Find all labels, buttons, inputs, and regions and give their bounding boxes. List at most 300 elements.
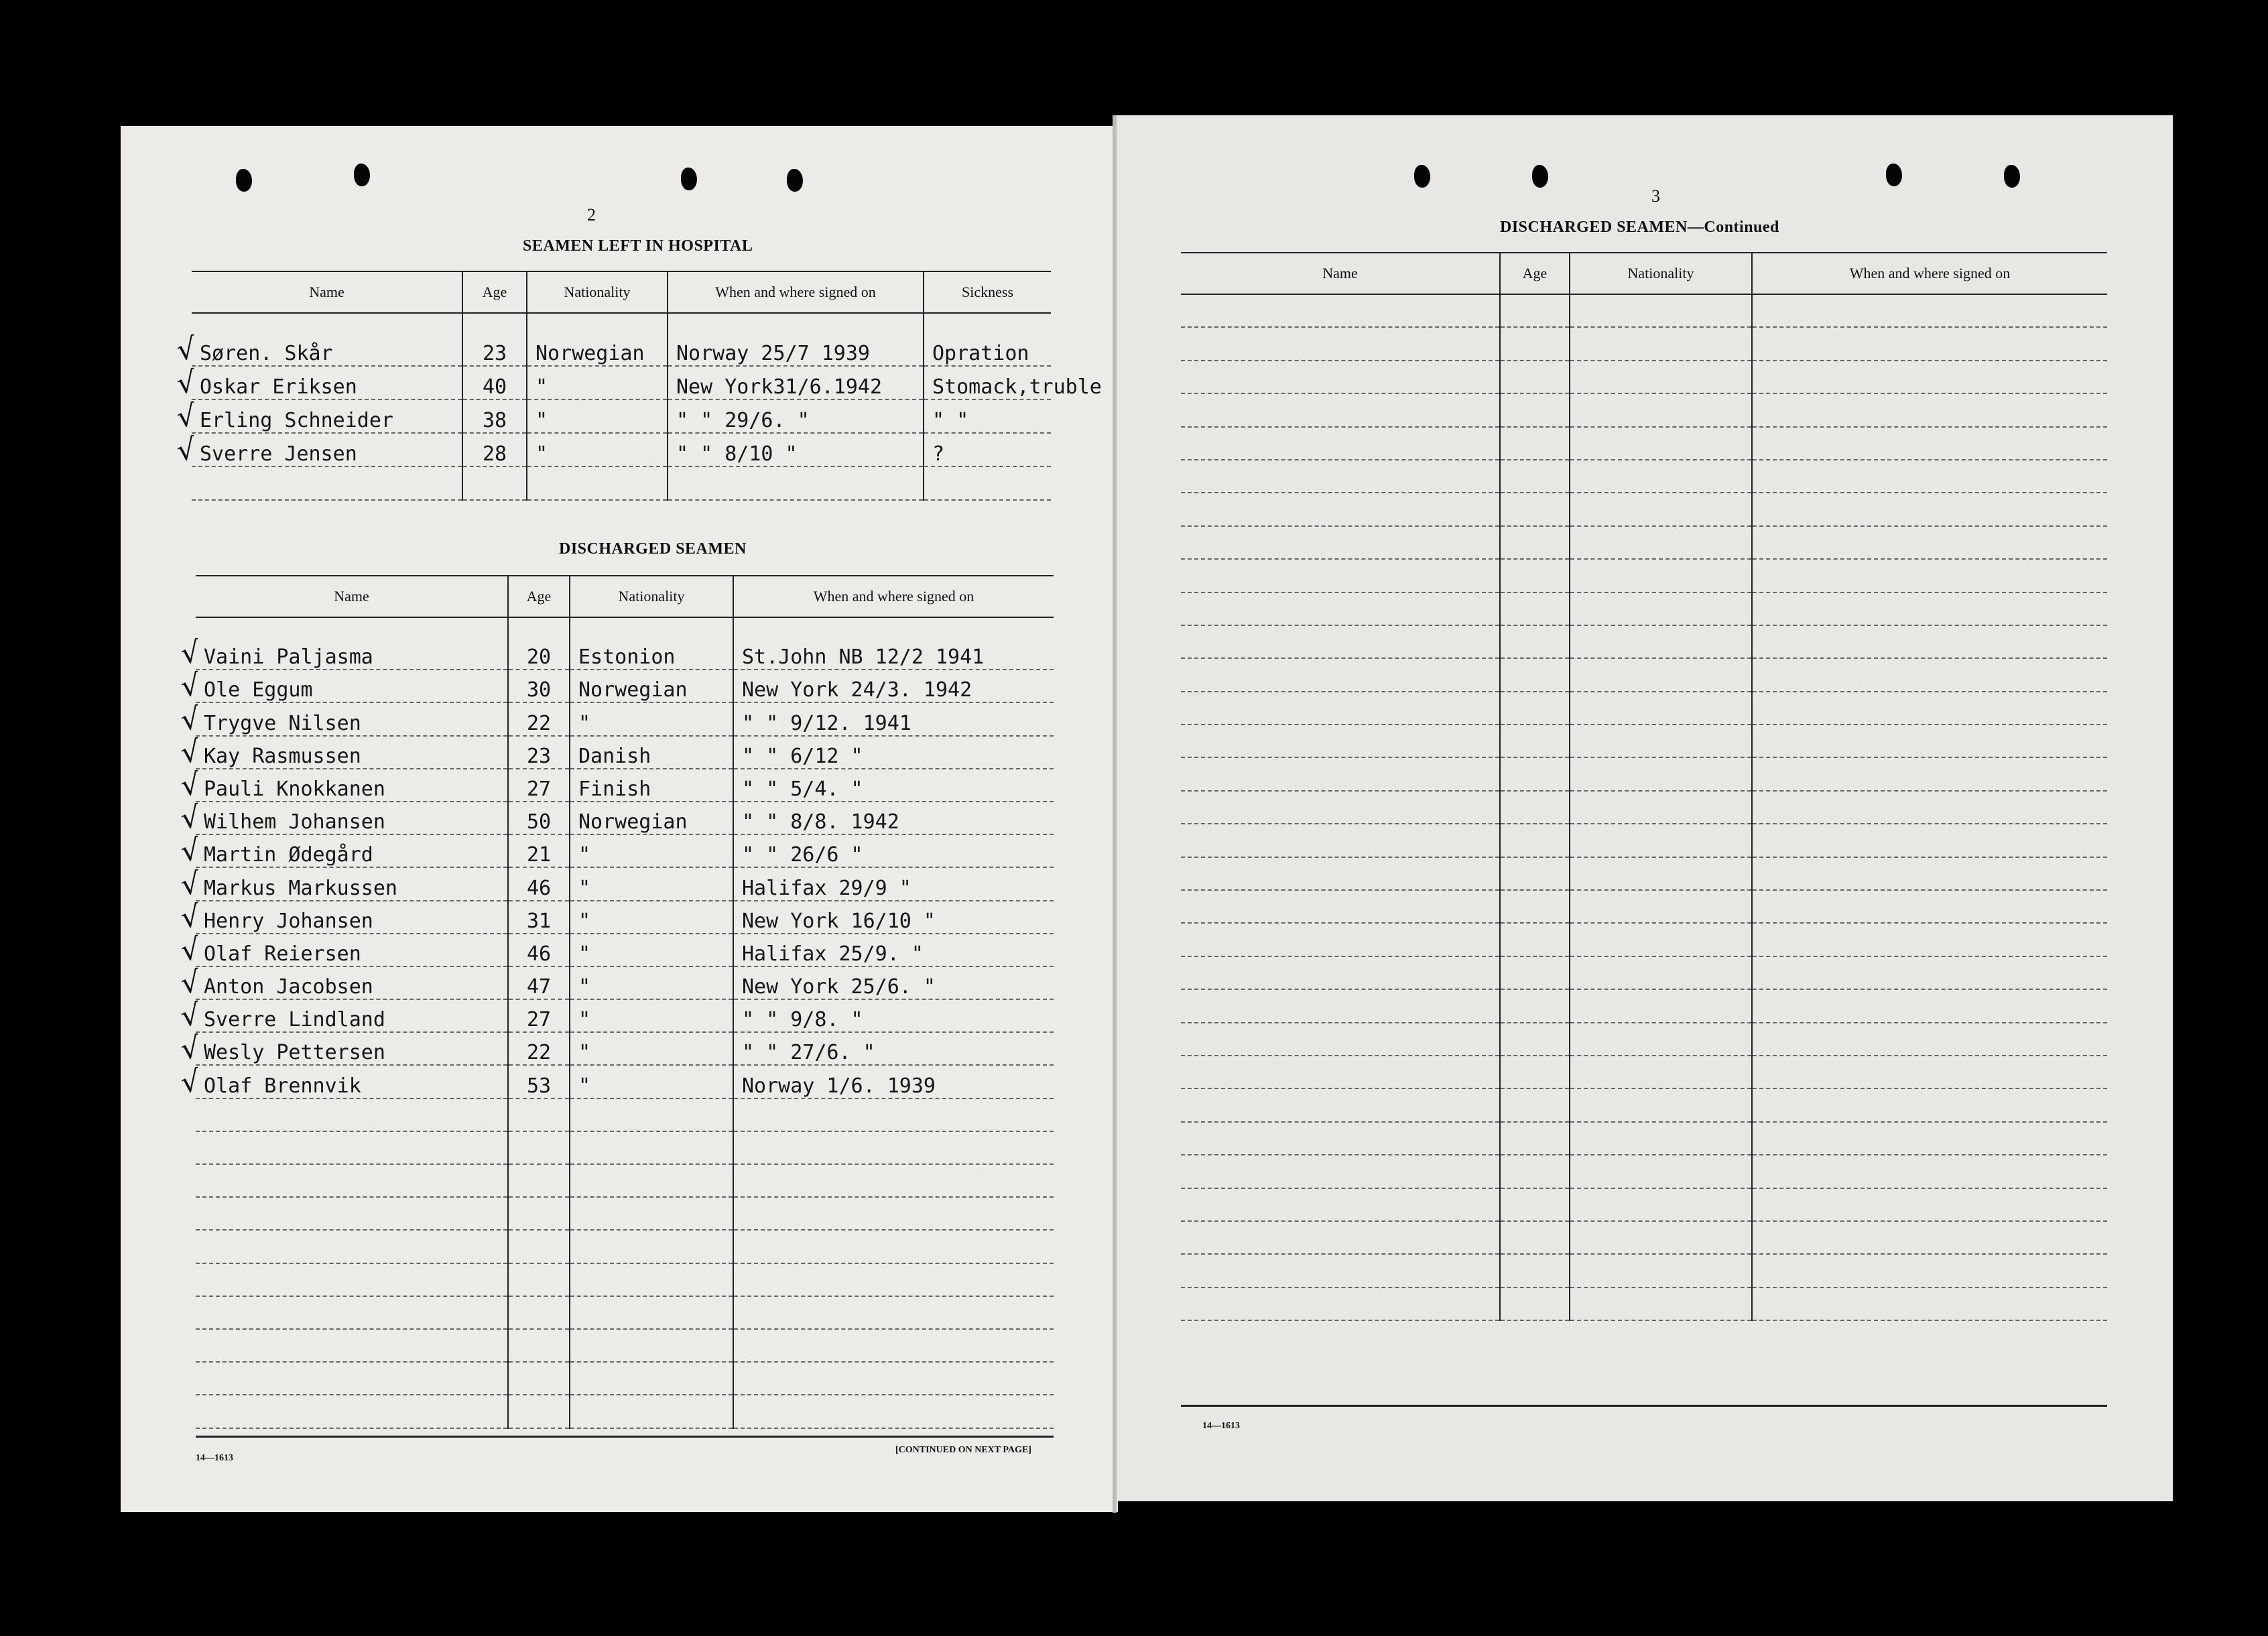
table-row	[1181, 757, 2107, 790]
check-mark: √	[174, 331, 198, 368]
cell-signed-on	[1752, 526, 2107, 559]
cell-nationality	[570, 1395, 733, 1428]
cell-signed-on	[1752, 1056, 2107, 1088]
cell-nationality: Estonion	[570, 637, 733, 670]
cell-name	[1181, 559, 1500, 592]
cell-nationality	[1570, 327, 1752, 360]
cell-age	[1500, 427, 1570, 460]
bottom-rule-left	[196, 1436, 1054, 1438]
column-header-nationality: Nationality	[527, 271, 668, 313]
cell-name	[1181, 692, 1500, 725]
cell-age	[1500, 692, 1570, 725]
punch-hole	[681, 168, 697, 190]
table-row	[196, 802, 1054, 834]
table-row	[196, 769, 1054, 802]
cell-name	[1181, 1023, 1500, 1056]
cell-nationality	[570, 1131, 733, 1164]
discharged-table	[196, 575, 1054, 1429]
column-header-name: Name	[192, 271, 462, 313]
table-row	[1181, 427, 2107, 460]
form-number-left: 14—1613	[196, 1453, 233, 1463]
continued-note: [CONTINUED ON NEXT PAGE]	[895, 1445, 1031, 1455]
cell-nationality	[1570, 757, 1752, 790]
cell-age: 22	[508, 1032, 570, 1065]
table-row	[196, 1362, 1054, 1395]
table-row	[1181, 526, 2107, 559]
cell-nationality	[1570, 1221, 1752, 1254]
cell-nationality	[1570, 1122, 1752, 1155]
cell-name	[1181, 956, 1500, 989]
cell-age	[1500, 460, 1570, 493]
cell-signed-on	[1752, 757, 2107, 790]
cell-nationality	[570, 1296, 733, 1329]
table-row	[196, 834, 1054, 867]
spacer-cell	[462, 313, 527, 332]
cell-name: Sverre Jensen	[192, 433, 462, 466]
cell-name: Trygve Nilsen	[196, 702, 508, 735]
cell-age	[1500, 989, 1570, 1022]
cell-age: 53	[508, 1065, 570, 1098]
cell-signed-on: Halifax 25/9. "	[733, 934, 1054, 966]
check-mark: √	[174, 432, 198, 468]
cell-nationality: "	[570, 1065, 733, 1098]
cell-age	[508, 1230, 570, 1263]
cell-age	[1500, 658, 1570, 691]
spacer-cell	[527, 313, 668, 332]
cell-name	[1181, 1188, 1500, 1221]
cell-signed-on: Halifax 29/9 "	[733, 867, 1054, 900]
cell-name	[1181, 1287, 1500, 1320]
cell-nationality: "	[570, 966, 733, 999]
cell-age	[508, 1263, 570, 1296]
cell-nationality	[1570, 625, 1752, 658]
table-row	[1181, 725, 2107, 757]
cell-signed-on	[1752, 361, 2107, 393]
cell-age: 20	[508, 637, 570, 670]
column-header-nationality: Nationality	[1570, 253, 1752, 294]
cell-nationality	[1570, 294, 1752, 327]
cell-nationality	[1570, 692, 1752, 725]
cell-age	[1500, 1023, 1570, 1056]
cell-age	[1500, 1188, 1570, 1221]
table-row	[196, 1230, 1054, 1263]
cell-signed-on	[1752, 1188, 2107, 1221]
discharged-section-title: DISCHARGED SEAMEN	[559, 540, 747, 558]
check-mark: √	[178, 668, 202, 705]
cell-name	[196, 1263, 508, 1296]
cell-signed-on	[1752, 956, 2107, 989]
cell-nationality	[570, 1362, 733, 1395]
cell-nationality	[1570, 1287, 1752, 1320]
discharged-header-row	[196, 576, 1054, 617]
cell-name	[1181, 493, 1500, 525]
cell-name: Olaf Reiersen	[196, 934, 508, 966]
column-header-age: Age	[1500, 253, 1570, 294]
cell-age	[1500, 559, 1570, 592]
cell-nationality	[1570, 658, 1752, 691]
cell-signed-on	[1752, 1023, 2107, 1056]
cell-name	[1181, 625, 1500, 658]
cell-age: 47	[508, 966, 570, 999]
cell-name	[196, 1197, 508, 1230]
column-header-name: Name	[1181, 253, 1500, 294]
column-header-signed-on: When and where signed on	[733, 576, 1054, 617]
table-row	[196, 1395, 1054, 1428]
cell-signed-on	[1752, 493, 2107, 525]
table-row	[196, 901, 1054, 934]
cell-age: 46	[508, 934, 570, 966]
cell-nationality	[1570, 989, 1752, 1022]
cell-nationality	[1570, 526, 1752, 559]
table-row	[196, 966, 1054, 999]
cell-name	[1181, 857, 1500, 890]
cell-age	[1500, 1056, 1570, 1088]
form-number-right: 14—1613	[1202, 1421, 1240, 1431]
table-row	[192, 399, 1051, 433]
cell-signed-on: New York 16/10 "	[733, 901, 1054, 934]
cell-age	[1500, 526, 1570, 559]
table-row	[1181, 1254, 2107, 1287]
cell-name	[1181, 361, 1500, 393]
cell-name: Sverre Lindland	[196, 999, 508, 1032]
hospital-header-row	[192, 271, 1051, 313]
column-header-signed-on: When and where signed on	[668, 271, 924, 313]
table-row	[192, 433, 1051, 466]
table-row	[1181, 956, 2107, 989]
table-row	[1181, 1056, 2107, 1088]
cell-signed-on	[1752, 857, 2107, 890]
cell-nationality	[1570, 1188, 1752, 1221]
cell-name	[196, 1395, 508, 1428]
cell-signed-on	[1752, 625, 2107, 658]
cell-name	[192, 466, 462, 500]
cell-age	[1500, 294, 1570, 327]
cell-age: 50	[508, 802, 570, 834]
cell-signed-on: New York31/6.1942	[668, 366, 924, 399]
punch-hole	[236, 169, 252, 192]
cell-age: 23	[508, 736, 570, 769]
cell-name	[196, 1329, 508, 1362]
cell-signed-on	[1752, 1221, 2107, 1254]
cell-age	[1500, 327, 1570, 360]
table-row	[196, 1263, 1054, 1296]
check-mark: √	[178, 734, 202, 771]
cell-nationality: "	[527, 433, 668, 466]
table-row	[196, 1131, 1054, 1164]
table-row	[1181, 1088, 2107, 1121]
table-row	[1181, 1155, 2107, 1188]
cell-nationality	[1570, 956, 1752, 989]
cell-signed-on	[1752, 989, 2107, 1022]
cell-signed-on	[733, 1362, 1054, 1395]
cell-nationality	[570, 1329, 733, 1362]
cell-age: 28	[462, 433, 527, 466]
cell-nationality: "	[570, 702, 733, 735]
table-row	[1181, 692, 2107, 725]
table-row	[1181, 1221, 2107, 1254]
cell-signed-on	[1752, 592, 2107, 625]
table-row	[196, 1296, 1054, 1329]
cell-signed-on: Norway 25/7 1939	[668, 332, 924, 366]
cell-nationality: "	[570, 999, 733, 1032]
cell-age	[508, 1098, 570, 1131]
cell-signed-on	[733, 1164, 1054, 1197]
punch-hole	[1414, 165, 1430, 188]
cell-signed-on	[1752, 923, 2107, 956]
cell-signed-on	[733, 1263, 1054, 1296]
cell-signed-on	[1752, 559, 2107, 592]
cell-name	[1181, 1056, 1500, 1088]
cell-age	[1500, 1088, 1570, 1121]
cell-name	[1181, 658, 1500, 691]
table-row	[1181, 658, 2107, 691]
cell-signed-on	[1752, 1088, 2107, 1121]
cell-sickness: Opration	[924, 332, 1051, 366]
table-row	[1181, 361, 2107, 393]
cell-name	[1181, 592, 1500, 625]
cell-nationality	[1570, 923, 1752, 956]
table-row	[1181, 493, 2107, 525]
cell-signed-on: St.John NB 12/2 1941	[733, 637, 1054, 670]
spacer-cell	[924, 313, 1051, 332]
spacer-cell	[570, 617, 733, 637]
cell-nationality: "	[527, 366, 668, 399]
cell-name: Olaf Brennvik	[196, 1065, 508, 1098]
cell-name	[1181, 526, 1500, 559]
cell-age	[508, 1329, 570, 1362]
cell-name	[1181, 1221, 1500, 1254]
cell-signed-on	[733, 1131, 1054, 1164]
cell-nationality: "	[570, 834, 733, 867]
cell-signed-on	[733, 1296, 1054, 1329]
cell-signed-on: " " 9/8. "	[733, 999, 1054, 1032]
cell-age: 22	[508, 702, 570, 735]
table-row	[1181, 1287, 2107, 1320]
cell-name	[1181, 1088, 1500, 1121]
check-mark: √	[178, 964, 202, 1001]
cell-signed-on	[1752, 393, 2107, 426]
cell-name	[1181, 1155, 1500, 1188]
cell-name	[1181, 460, 1500, 493]
cell-signed-on: " " 8/8. 1942	[733, 802, 1054, 834]
cell-sickness: " "	[924, 399, 1051, 433]
cell-signed-on: " " 26/6 "	[733, 834, 1054, 867]
cell-nationality: Finish	[570, 769, 733, 802]
table-row	[192, 332, 1051, 366]
cell-signed-on	[1752, 1287, 2107, 1320]
cell-age	[1500, 857, 1570, 890]
cell-signed-on	[668, 466, 924, 500]
cell-name: Martin Ødegård	[196, 834, 508, 867]
cell-name: Oskar Eriksen	[192, 366, 462, 399]
cell-name	[1181, 1254, 1500, 1287]
cell-nationality: "	[570, 901, 733, 934]
cell-sickness: Stomack,truble	[924, 366, 1051, 399]
bottom-rule-right	[1181, 1405, 2107, 1407]
cell-signed-on	[1752, 824, 2107, 857]
cell-name	[1181, 757, 1500, 790]
check-mark: √	[178, 865, 202, 903]
cell-signed-on	[1752, 791, 2107, 824]
cell-age: 21	[508, 834, 570, 867]
cell-age: 40	[462, 366, 527, 399]
cell-signed-on: " " 5/4. "	[733, 769, 1054, 802]
discharged-continued-table	[1181, 252, 2107, 1321]
cell-signed-on	[1752, 1122, 2107, 1155]
cell-age: 46	[508, 867, 570, 900]
spacer-row	[196, 617, 1054, 637]
cell-name	[196, 1362, 508, 1395]
cell-age	[1500, 1287, 1570, 1320]
column-header-age: Age	[462, 271, 527, 313]
punch-hole	[354, 164, 370, 186]
cell-nationality	[1570, 1056, 1752, 1088]
cell-name	[1181, 989, 1500, 1022]
table-row	[196, 1197, 1054, 1230]
cell-age	[508, 1164, 570, 1197]
cell-signed-on	[1752, 427, 2107, 460]
cell-name: Anton Jacobsen	[196, 966, 508, 999]
cell-nationality: "	[570, 867, 733, 900]
cell-signed-on	[733, 1197, 1054, 1230]
cell-signed-on: Norway 1/6. 1939	[733, 1065, 1054, 1098]
cell-age	[1500, 625, 1570, 658]
cell-signed-on	[1752, 692, 2107, 725]
page-number-left: 2	[587, 205, 596, 225]
cell-signed-on	[1752, 460, 2107, 493]
table-row	[1181, 824, 2107, 857]
spacer-cell	[196, 617, 508, 637]
cell-name	[196, 1131, 508, 1164]
cell-age	[508, 1197, 570, 1230]
cell-age: 27	[508, 999, 570, 1032]
cell-nationality: "	[570, 1032, 733, 1065]
table-row	[1181, 857, 2107, 890]
cell-signed-on	[1752, 725, 2107, 757]
cell-signed-on	[1752, 327, 2107, 360]
punch-hole	[1532, 165, 1548, 188]
cell-age	[508, 1395, 570, 1428]
check-mark: √	[178, 997, 202, 1034]
column-header-signed-on: When and where signed on	[1752, 253, 2107, 294]
check-mark: √	[178, 1030, 202, 1068]
check-mark: √	[174, 398, 198, 435]
cell-signed-on	[1752, 294, 2107, 327]
cell-name	[1181, 427, 1500, 460]
check-mark: √	[178, 832, 202, 870]
cell-age	[1500, 757, 1570, 790]
cell-age	[1500, 824, 1570, 857]
cell-name	[196, 1098, 508, 1131]
check-mark: √	[178, 635, 202, 672]
cell-nationality: Danish	[570, 736, 733, 769]
table-row	[196, 1098, 1054, 1131]
cell-name	[1181, 327, 1500, 360]
cell-nationality	[1570, 1023, 1752, 1056]
cell-nationality	[1570, 592, 1752, 625]
discharged-continued-title: DISCHARGED SEAMEN—Continued	[1500, 218, 1779, 236]
column-header-age: Age	[508, 576, 570, 617]
cell-age	[462, 466, 527, 500]
column-header-nationality: Nationality	[570, 576, 733, 617]
cell-signed-on: " " 29/6. "	[668, 399, 924, 433]
table-row	[196, 1065, 1054, 1098]
table-row	[1181, 460, 2107, 493]
column-header-sickness: Sickness	[924, 271, 1051, 313]
table-row	[1181, 592, 2107, 625]
cell-age	[508, 1131, 570, 1164]
cell-nationality	[1570, 1088, 1752, 1121]
cell-name: Erling Schneider	[192, 399, 462, 433]
table-row	[1181, 1122, 2107, 1155]
column-header-name: Name	[196, 576, 508, 617]
cell-nationality: Norwegian	[570, 670, 733, 702]
cell-signed-on	[1752, 890, 2107, 923]
cell-nationality	[1570, 1155, 1752, 1188]
cell-signed-on	[733, 1329, 1054, 1362]
cell-sickness: ?	[924, 433, 1051, 466]
cell-name: Ole Eggum	[196, 670, 508, 702]
cell-signed-on	[733, 1098, 1054, 1131]
cell-age	[1500, 791, 1570, 824]
check-mark: √	[178, 898, 202, 936]
cell-age	[1500, 393, 1570, 426]
cell-name	[196, 1230, 508, 1263]
cell-signed-on	[1752, 658, 2107, 691]
cell-nationality: Norwegian	[570, 802, 733, 834]
cell-nationality	[1570, 361, 1752, 393]
cell-signed-on: New York 24/3. 1942	[733, 670, 1054, 702]
punch-hole	[2004, 165, 2020, 188]
check-mark: √	[178, 800, 202, 836]
cell-name	[1181, 294, 1500, 327]
check-mark: √	[174, 365, 198, 401]
cell-age	[1500, 923, 1570, 956]
cell-name: Pauli Knokkanen	[196, 769, 508, 802]
cell-sickness	[924, 466, 1051, 500]
table-row	[1181, 890, 2107, 923]
cell-nationality: "	[527, 399, 668, 433]
table-row	[1181, 559, 2107, 592]
cell-age	[1500, 1122, 1570, 1155]
cell-name	[196, 1164, 508, 1197]
cell-name	[1181, 725, 1500, 757]
cell-name: Vaini Paljasma	[196, 637, 508, 670]
cell-age: 30	[508, 670, 570, 702]
cell-nationality	[1570, 857, 1752, 890]
table-row	[192, 366, 1051, 399]
spacer-cell	[668, 313, 924, 332]
cell-age: 38	[462, 399, 527, 433]
table-row	[196, 736, 1054, 769]
cell-name: Kay Rasmussen	[196, 736, 508, 769]
hospital-table	[192, 271, 1102, 501]
cell-age	[1500, 361, 1570, 393]
table-row	[196, 670, 1054, 702]
table-row	[192, 466, 1051, 500]
check-mark: √	[178, 1063, 202, 1100]
cell-name	[1181, 1122, 1500, 1155]
cell-nationality	[1570, 791, 1752, 824]
table-row	[196, 999, 1054, 1032]
cell-nationality	[1570, 725, 1752, 757]
spacer-cell	[192, 313, 462, 332]
table-row	[196, 702, 1054, 735]
check-mark: √	[178, 700, 202, 738]
punch-hole	[1886, 164, 1902, 186]
table-row	[1181, 989, 2107, 1022]
cell-nationality	[1570, 493, 1752, 525]
